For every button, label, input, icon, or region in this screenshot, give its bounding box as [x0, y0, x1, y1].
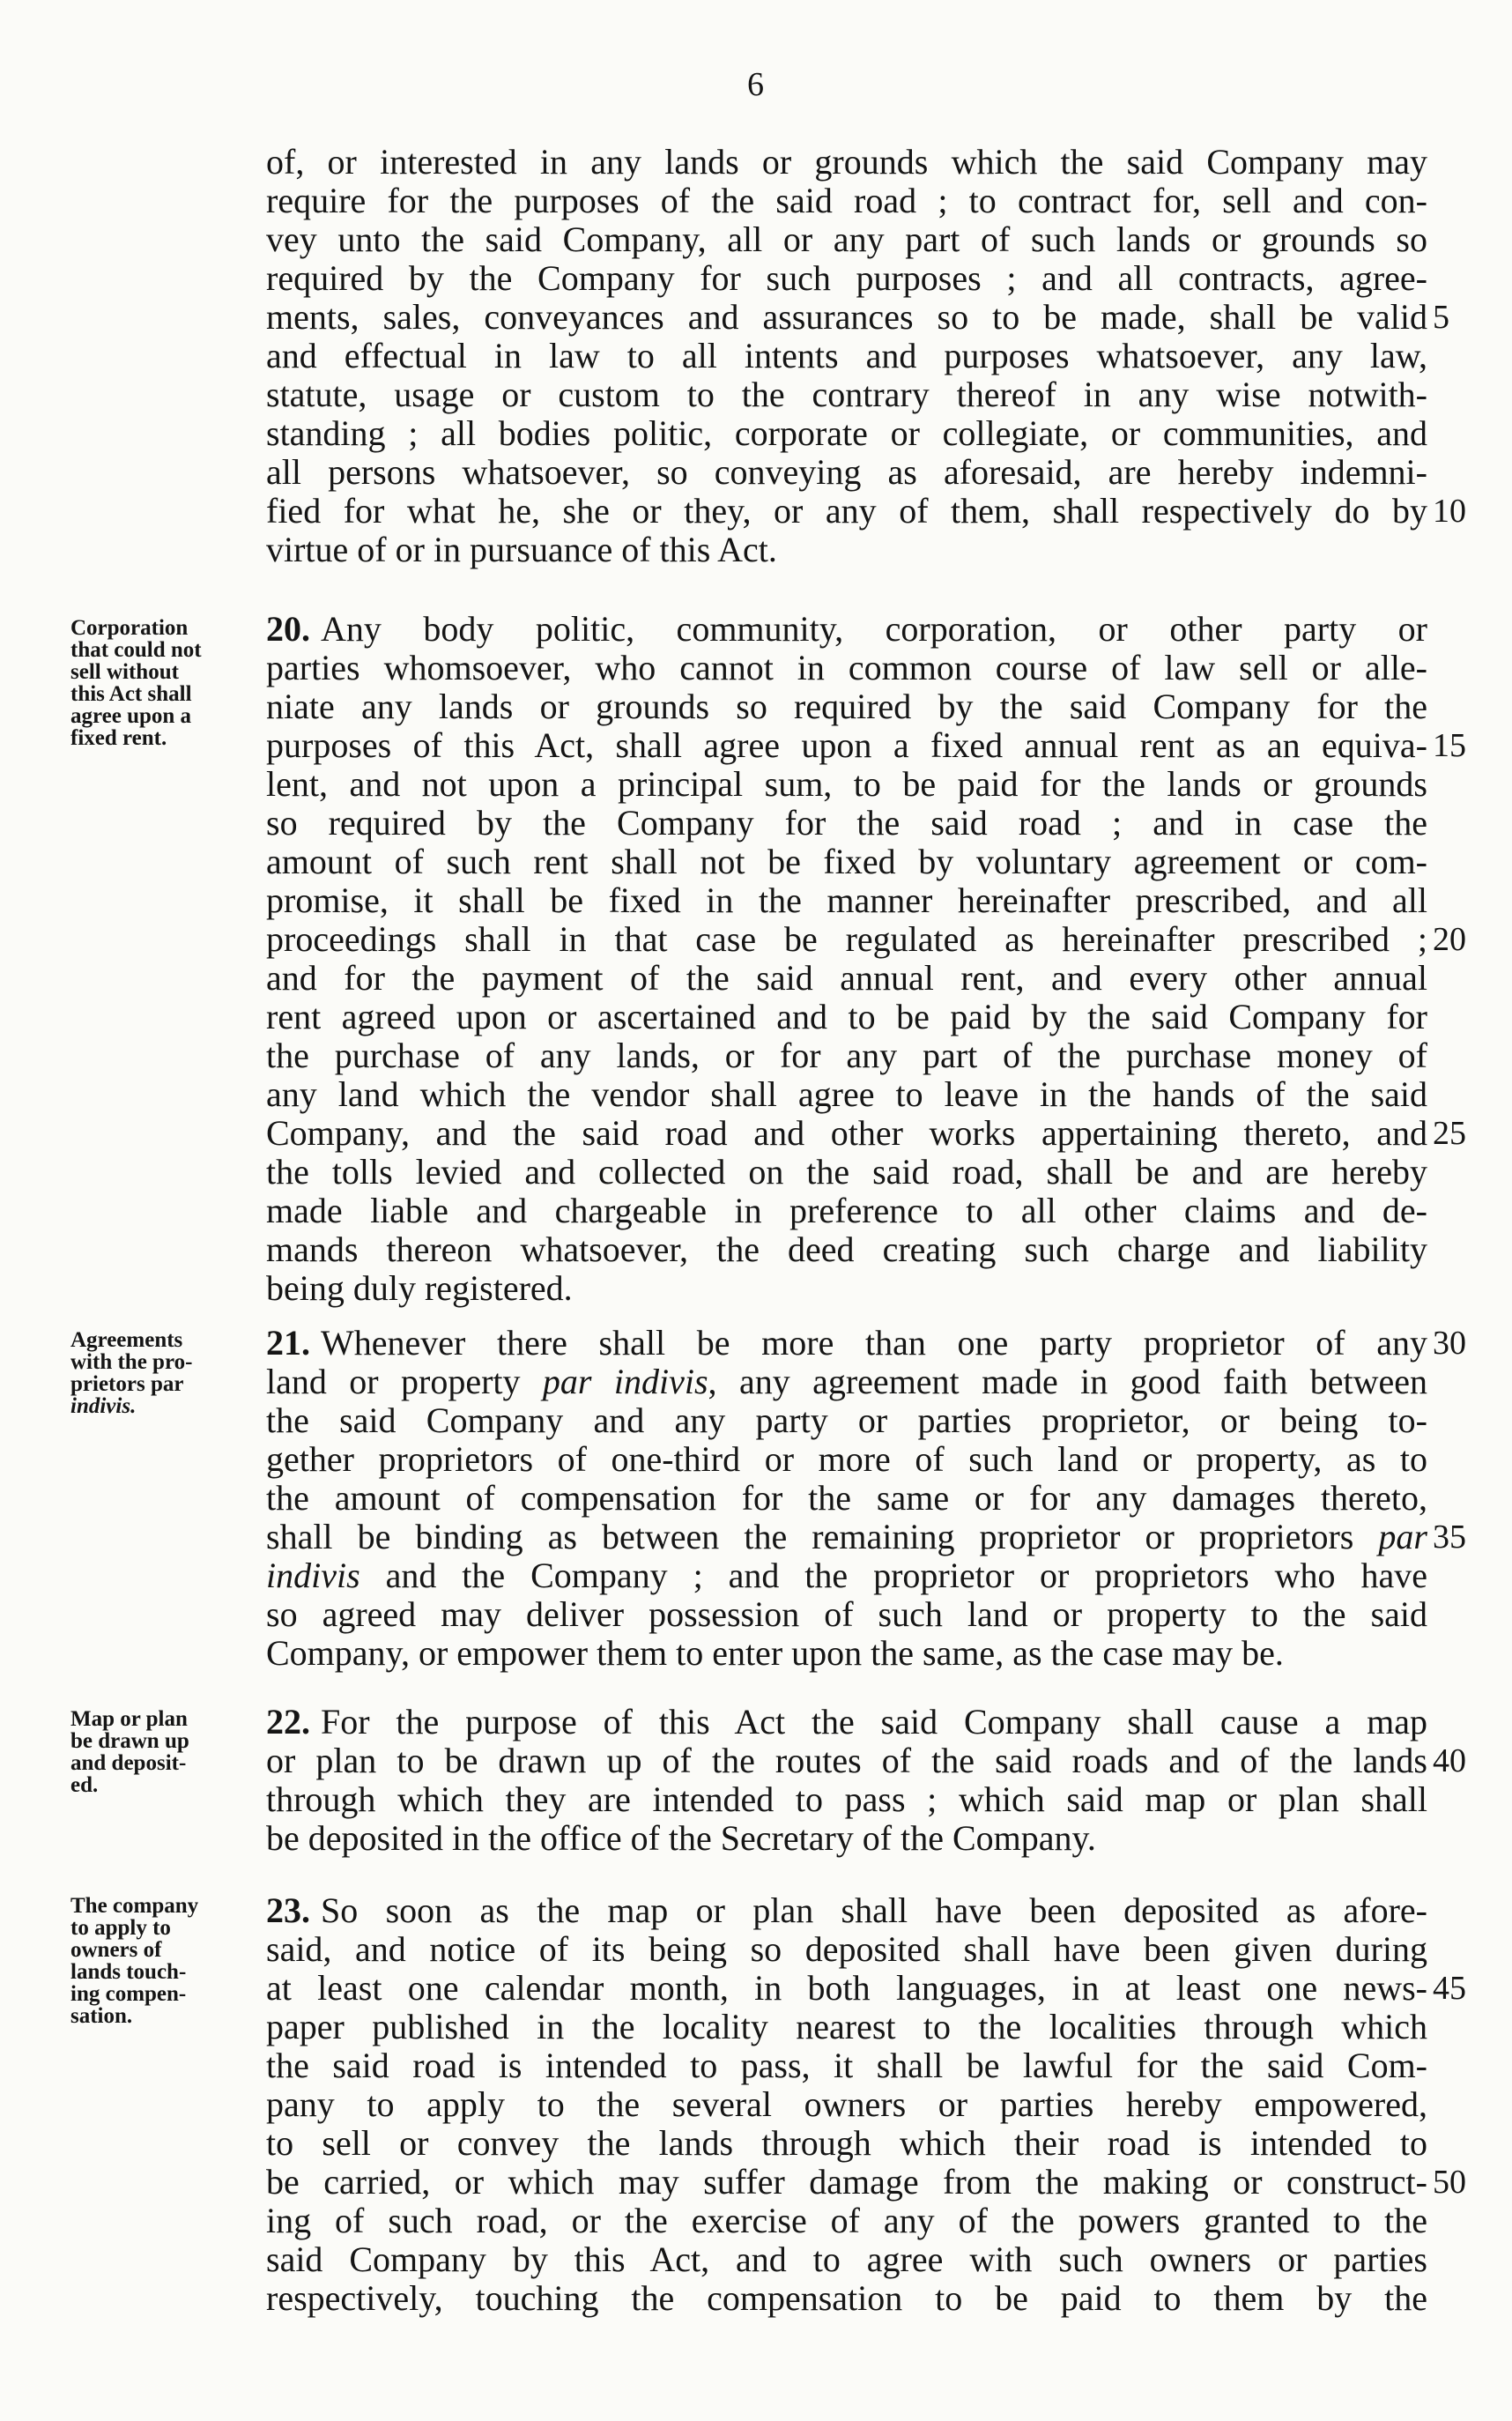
- margin-note-line: with the pro-: [70, 1350, 193, 1374]
- section-number: 23.: [266, 1890, 310, 1930]
- margin-note-line: to apply to: [70, 1916, 171, 1940]
- section-20: [266, 610, 1427, 1308]
- text-line: so required by the Company for the said road ; and in case the: [266, 803, 1427, 843]
- text-run: Any body politic, community, corporation, or other party or: [321, 609, 1427, 649]
- margin-note-line: be drawn up: [70, 1729, 189, 1753]
- line-number: 25: [1433, 1115, 1466, 1152]
- text-line: paper published in the locality nearest to the localities through which: [266, 2007, 1427, 2046]
- text-line: to sell or convey the lands through which their road is intended to: [266, 2123, 1427, 2163]
- text-line: the amount of compensation for the same or for any damages thereto,: [266, 1478, 1427, 1518]
- text-line: land or property par indivis, any agreement made in good faith between: [266, 1362, 1427, 1401]
- section-number: 22.: [266, 1702, 310, 1741]
- margin-note-line: sell without: [70, 660, 179, 684]
- margin-note-line: fixed rent.: [70, 726, 167, 750]
- text-line: said Company by this Act, and to agree with such owners or parties: [266, 2239, 1427, 2279]
- text-line: be carried, or which may suffer damage from the making or construct-: [266, 2162, 1427, 2202]
- margin-note-line: owners of: [70, 1938, 162, 1962]
- text-run: For the purpose of this Act the said Company shall cause a map: [321, 1702, 1427, 1741]
- line-number: 50: [1433, 2164, 1466, 2201]
- text-line: [266, 1703, 1427, 1741]
- text-line: pany to apply to the several owners or parties hereby empowered,: [266, 2084, 1427, 2124]
- margin-note-line: ing compen-: [70, 1982, 187, 2006]
- margin-note-line: indivis.: [70, 1394, 137, 1418]
- text-line: made liable and chargeable in preference to all other claims and de-: [266, 1191, 1427, 1230]
- text-line: require for the purposes of the said road ; to contract for, sell and con-: [266, 181, 1427, 220]
- margin-note-line: prietors par: [70, 1372, 184, 1396]
- page-number: 6: [747, 66, 765, 103]
- text-line: statute, usage or custom to the contrary thereof in any wise notwith-: [266, 375, 1427, 414]
- text-line: [266, 1891, 1427, 1930]
- text-line: Company, or empower them to enter upon the same, as the case may be.: [266, 1633, 1284, 1673]
- text-line: and for the payment of the said annual rent, and every other annual: [266, 958, 1427, 998]
- margin-note-line: The company: [70, 1894, 199, 1918]
- text-line: the said Company and any party or parties proprietor, or being to-: [266, 1400, 1427, 1440]
- line-number: 35: [1433, 1519, 1466, 1556]
- text-line: at least one calendar month, in both languages, in at least one news-: [266, 1968, 1427, 2008]
- text-line: all persons whatsoever, so conveying as aforesaid, are hereby indemni-: [266, 452, 1427, 492]
- text-line: shall be binding as between the remaining proprietor or proprietors par: [266, 1517, 1427, 1556]
- text-line: so agreed may deliver possession of such land or property to the said: [266, 1594, 1427, 1634]
- text-line: vey unto the said Company, all or any part of such lands or grounds so: [266, 219, 1427, 259]
- line-number: 15: [1433, 727, 1466, 764]
- text-line: ments, sales, conveyances and assurances so to be made, shall be valid: [266, 297, 1427, 337]
- text-line: required by the Company for such purposes ; and all contracts, agree-: [266, 258, 1427, 298]
- text-line: the purchase of any lands, or for any part of the purchase money of: [266, 1036, 1427, 1075]
- margin-note-line: lands touch-: [70, 1960, 187, 1984]
- section-21: [266, 1324, 1427, 1673]
- line-number: 10: [1433, 493, 1466, 530]
- margin-note-line: Agreements: [70, 1328, 183, 1352]
- line-number: 40: [1433, 1742, 1466, 1779]
- margin-note-line: and deposit-: [70, 1751, 187, 1775]
- text-line: and effectual in law to all intents and purposes whatsoever, any law,: [266, 336, 1427, 375]
- text-line: proceedings shall in that case be regulated as hereinafter prescribed ;: [266, 919, 1427, 959]
- text-line: purposes of this Act, shall agree upon a fixed annual rent as an equiva-: [266, 725, 1427, 765]
- text-line: the tolls levied and collected on the said road, shall be and are hereby: [266, 1152, 1427, 1192]
- text-line: niate any lands or grounds so required by the said Company for the: [266, 687, 1427, 726]
- text-line: promise, it shall be fixed in the manner hereinafter prescribed, and all: [266, 880, 1427, 920]
- text-line: [266, 610, 1427, 649]
- line-number: 5: [1433, 299, 1449, 336]
- section-22: [266, 1703, 1427, 1858]
- line-number: 45: [1433, 1970, 1466, 2007]
- text-line: ing of such road, or the exercise of any of the powers granted to the: [266, 2201, 1427, 2240]
- margin-note-section-20: [70, 617, 260, 749]
- margin-note-line: agree upon a: [70, 704, 192, 728]
- intro-paragraph: [266, 143, 1427, 569]
- margin-note-section-21: [70, 1329, 260, 1417]
- text-line: through which they are intended to pass ; which said map or plan shall: [266, 1779, 1427, 1819]
- line-number: 20: [1433, 921, 1466, 958]
- margin-note-line: Corporation: [70, 616, 189, 640]
- text-line: mands thereon whatsoever, the deed creating such charge and liability: [266, 1229, 1427, 1269]
- text-line: respectively, touching the compensation to be paid to them by the: [266, 2278, 1427, 2318]
- text-line: fied for what he, she or they, or any of them, shall respectively do by: [266, 491, 1427, 531]
- margin-note-line: that could not: [70, 638, 202, 662]
- text-line: be deposited in the office of the Secretary of the Company.: [266, 1818, 1096, 1858]
- text-line: lent, and not upon a principal sum, to be paid for the lands or grounds: [266, 764, 1427, 804]
- section-number: 21.: [266, 1323, 310, 1363]
- margin-note-line: this Act shall: [70, 682, 192, 706]
- section-23: [266, 1891, 1427, 2318]
- text-line: parties whomsoever, who cannot in common course of law sell or alle-: [266, 648, 1427, 687]
- text-line: virtue of or in pursuance of this Act.: [266, 530, 777, 569]
- text-line: being duly registered.: [266, 1268, 573, 1308]
- text-line: the said road is intended to pass, it shall be lawful for the said Com-: [266, 2046, 1427, 2085]
- text-run: So soon as the map or plan shall have been deposited as afore-: [321, 1890, 1427, 1930]
- text-line: [266, 1324, 1427, 1363]
- text-line: said, and notice of its being so deposited shall have been given during: [266, 1929, 1427, 1969]
- margin-note-section-22: [70, 1708, 260, 1796]
- text-line: rent agreed upon or ascertained and to be paid by the said Company for: [266, 997, 1427, 1036]
- margin-note-line: Map or plan: [70, 1707, 188, 1731]
- margin-note-line: ed.: [70, 1773, 99, 1797]
- section-number: 20.: [266, 609, 310, 649]
- margin-note-line: sation.: [70, 2004, 133, 2028]
- text-line: of, or interested in any lands or grounds which the said Company may: [266, 142, 1427, 182]
- line-number: 30: [1433, 1325, 1466, 1362]
- margin-note-section-23: [70, 1895, 260, 2027]
- text-line: standing ; all bodies politic, corporate or collegiate, or communities, and: [266, 413, 1427, 453]
- text-line: indivis and the Company ; and the proprietor or proprietors who have: [266, 1556, 1427, 1595]
- text-line: any land which the vendor shall agree to leave in the hands of the said: [266, 1074, 1427, 1114]
- text-line: gether proprietors of one-third or more of such land or property, as to: [266, 1439, 1427, 1479]
- text-line: Company, and the said road and other works appertaining thereto, and: [266, 1113, 1427, 1153]
- text-line: amount of such rent shall not be fixed by voluntary agreement or com-: [266, 842, 1427, 881]
- text-run: Whenever there shall be more than one party proprietor of any: [321, 1323, 1427, 1363]
- text-line: or plan to be drawn up of the routes of the said roads and of the lands: [266, 1741, 1427, 1780]
